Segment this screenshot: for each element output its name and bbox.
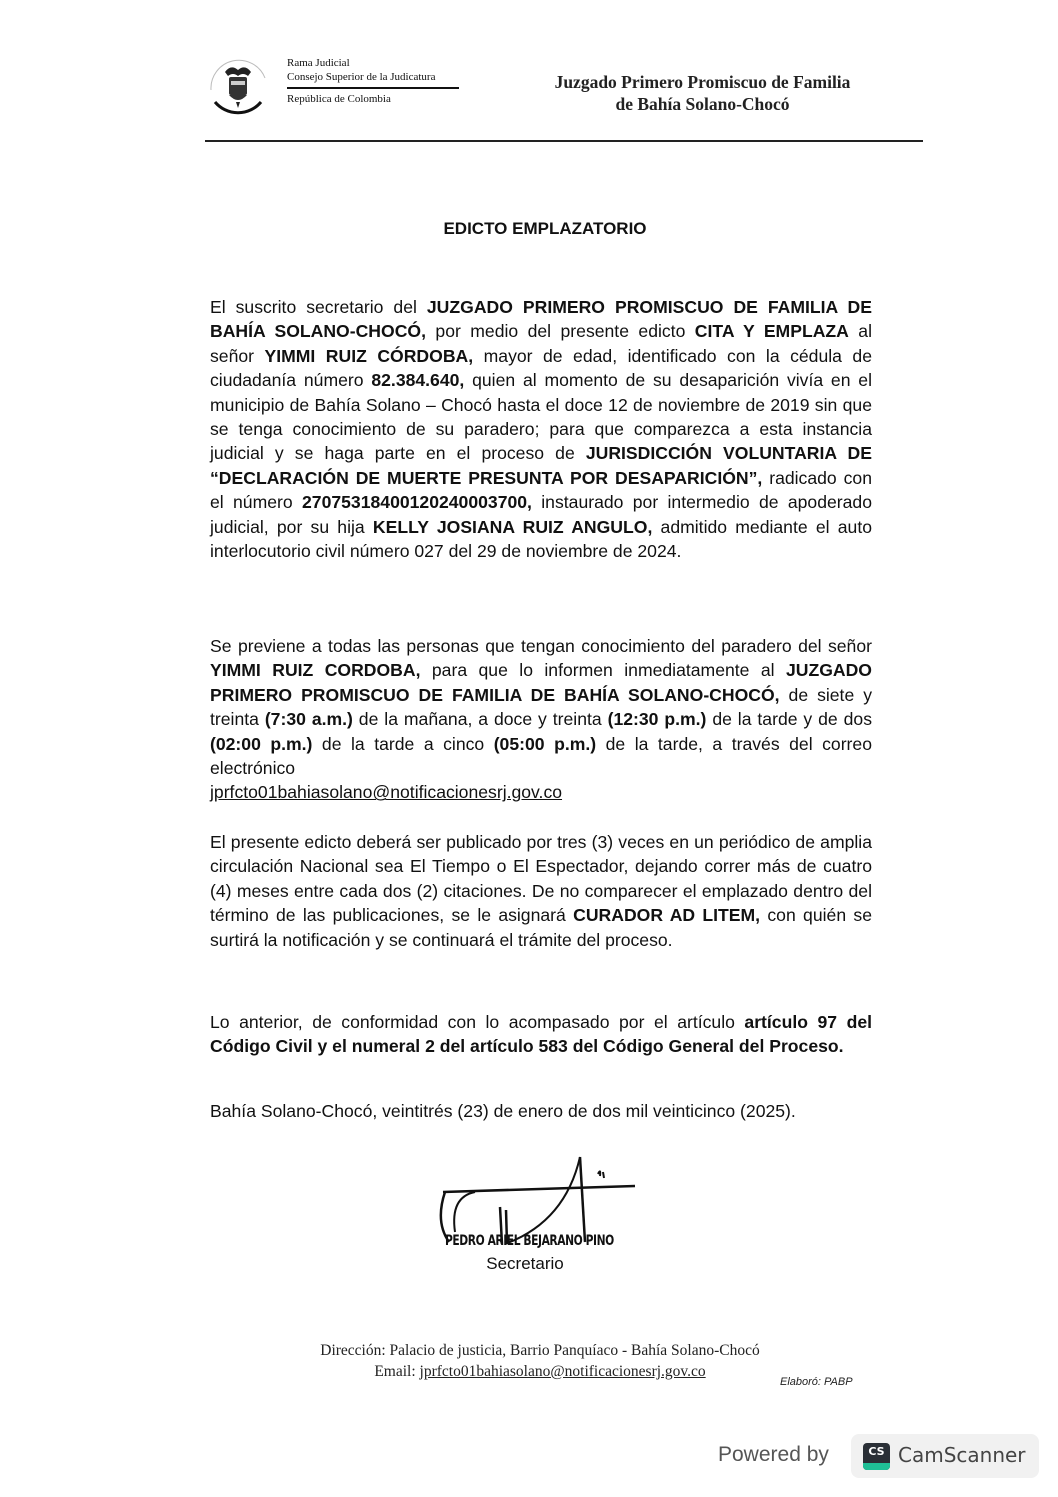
institution-line: Rama Judicial: [287, 57, 350, 69]
camscanner-brand: CamScanner: [898, 1443, 1026, 1467]
camscanner-logo-text: CS: [868, 1445, 885, 1458]
prepared-by: Elaboró: PABP: [780, 1376, 853, 1388]
footer-email-label: Email:: [374, 1363, 420, 1380]
footer-email-line: [260, 1361, 820, 1382]
bold-text-run: JUZGADO PRIMERO PROMISCUO DE FAMILIA DE BAHÍA SOLANO-CHOCÓ,: [210, 297, 872, 342]
bold-text-run: 82.384.640,: [371, 370, 465, 391]
bold-text-run: CITA Y EMPLAZA: [694, 321, 849, 342]
text-run: de la tarde a cinco: [312, 733, 494, 754]
institution-line: Consejo Superior de la Judicatura: [287, 71, 436, 83]
bold-text-run: artículo 97 del Código Civil y el numeral 2 del artículo 583 del Código General del Proceso.: [210, 1012, 873, 1057]
text-run: para que lo informen inmediatamente al: [420, 660, 786, 681]
place-and-date: Bahía Solano-Chocó, veintitrés (23) de enero de dos mil veinticinco (2025).: [210, 1101, 796, 1121]
paragraph-legal-basis: [210, 1010, 872, 1059]
footer-address-block: [260, 1340, 820, 1382]
text-run: por medio del presente edicto: [425, 321, 695, 342]
court-name: [515, 71, 890, 115]
bold-text-run: KELLY JOSIANA RUIZ ANGULO,: [372, 516, 653, 537]
footer-email-link[interactable]: jprfcto01bahiasolano@notificacionesrj.gov.co: [419, 1363, 706, 1380]
paragraph-warning: [210, 634, 872, 805]
bold-text-run: (02:00 p.m.): [210, 733, 313, 754]
bold-text-run: JURISDICCIÓN VOLUNTARIA DE “DECLARACIÓN DE MUERTE PRESUNTA POR DESAPARICIÓN”,: [210, 443, 872, 488]
text-run: Lo anterior, de conformidad con lo acompasado por el artículo: [210, 1012, 745, 1032]
text-run: El presente edicto deberá ser publicado por tres (3) veces en un periódico de amplia circulación Nacional sea El Tiempo o El Espectador, dejando correr más de cuatro (4) meses entre cada dos (2) citaciones. De no comparecer el emplazado dentro del término de las publicaciones, se le asignará: [210, 832, 872, 926]
signatory-name: PEDRO ARIEL BEJARANO PINO: [445, 1233, 614, 1249]
bold-text-run: YIMMI RUIZ CORDOBA,: [210, 660, 421, 681]
bold-text-run: 27075318400120240003700,: [302, 492, 532, 513]
text-run: Se previene a todas las personas que tengan conocimiento del paradero del señor: [210, 636, 872, 656]
court-name-line: Juzgado Primero Promiscuo de Familia: [554, 72, 851, 92]
institution-line: República de Colombia: [287, 93, 391, 105]
text-run: de siete y treinta: [210, 684, 872, 730]
camscanner-logo-stripe: [863, 1463, 890, 1470]
text-run: de la tarde, a través del correo electrónico: [210, 733, 872, 779]
header-divider: [205, 140, 923, 142]
coat-of-arms-seal-icon: [203, 50, 273, 120]
email-link[interactable]: jprfcto01bahiasolano@notificacionesrj.gov.co: [210, 782, 563, 803]
paragraph-summons: [210, 295, 872, 563]
text-run: mayor de edad, identificado con la cédula de ciudadanía número: [210, 345, 872, 391]
signatory-role: Secretario: [486, 1254, 564, 1273]
institution-block: [287, 56, 459, 106]
paragraph-warning-text: [210, 636, 872, 778]
bold-text-run: JUZGADO PRIMERO PROMISCUO DE FAMILIA DE BAHÍA SOLANO-CHOCÓ,: [210, 660, 872, 705]
camscanner-logo-icon: [863, 1443, 890, 1470]
text-run: radicado con el número: [210, 467, 872, 513]
institution-divider: [287, 87, 459, 89]
text-run: de la mañana, a doce y treinta: [352, 709, 608, 730]
bold-text-run: YIMMI RUIZ CÓRDOBA,: [264, 345, 474, 366]
text-run: con quién se surtirá la notificación y se continuará el trámite del proceso.: [210, 905, 872, 950]
court-name-line: de Bahía Solano-Chocó: [615, 94, 790, 114]
bold-text-run: CURADOR AD LITEM,: [573, 905, 761, 926]
paragraph-publication: [210, 830, 872, 952]
footer-address: Dirección: Palacio de justicia, Barrio Panquíaco - Bahía Solano-Chocó: [320, 1342, 760, 1359]
text-run: El suscrito secretario del: [210, 297, 427, 317]
text-run: instaurado por intermedio de apoderado judicial, por su hija: [210, 492, 872, 537]
text-run: quien al momento de su desaparición vivía en el municipio de Bahía Solano – Chocó hasta el doce 12 de noviembre de 2019 sin que se tenga conocimiento de su paradero; para que comparezca a esta instancia judicial y se haga parte en el proceso de: [210, 370, 872, 464]
document-title: EDICTO EMPLAZATORIO: [443, 219, 647, 238]
text-run: de la tarde y de dos: [706, 709, 873, 730]
text-run: admitido mediante el auto interlocutorio civil número 027 del 29 de noviembre de 2024.: [210, 516, 872, 562]
bold-text-run: (05:00 p.m.): [493, 733, 597, 754]
bold-text-run: (7:30 a.m.): [264, 709, 353, 730]
text-run: al señor: [210, 321, 872, 366]
powered-by-label: Powered by: [718, 1443, 829, 1466]
bold-text-run: (12:30 p.m.): [607, 709, 707, 730]
